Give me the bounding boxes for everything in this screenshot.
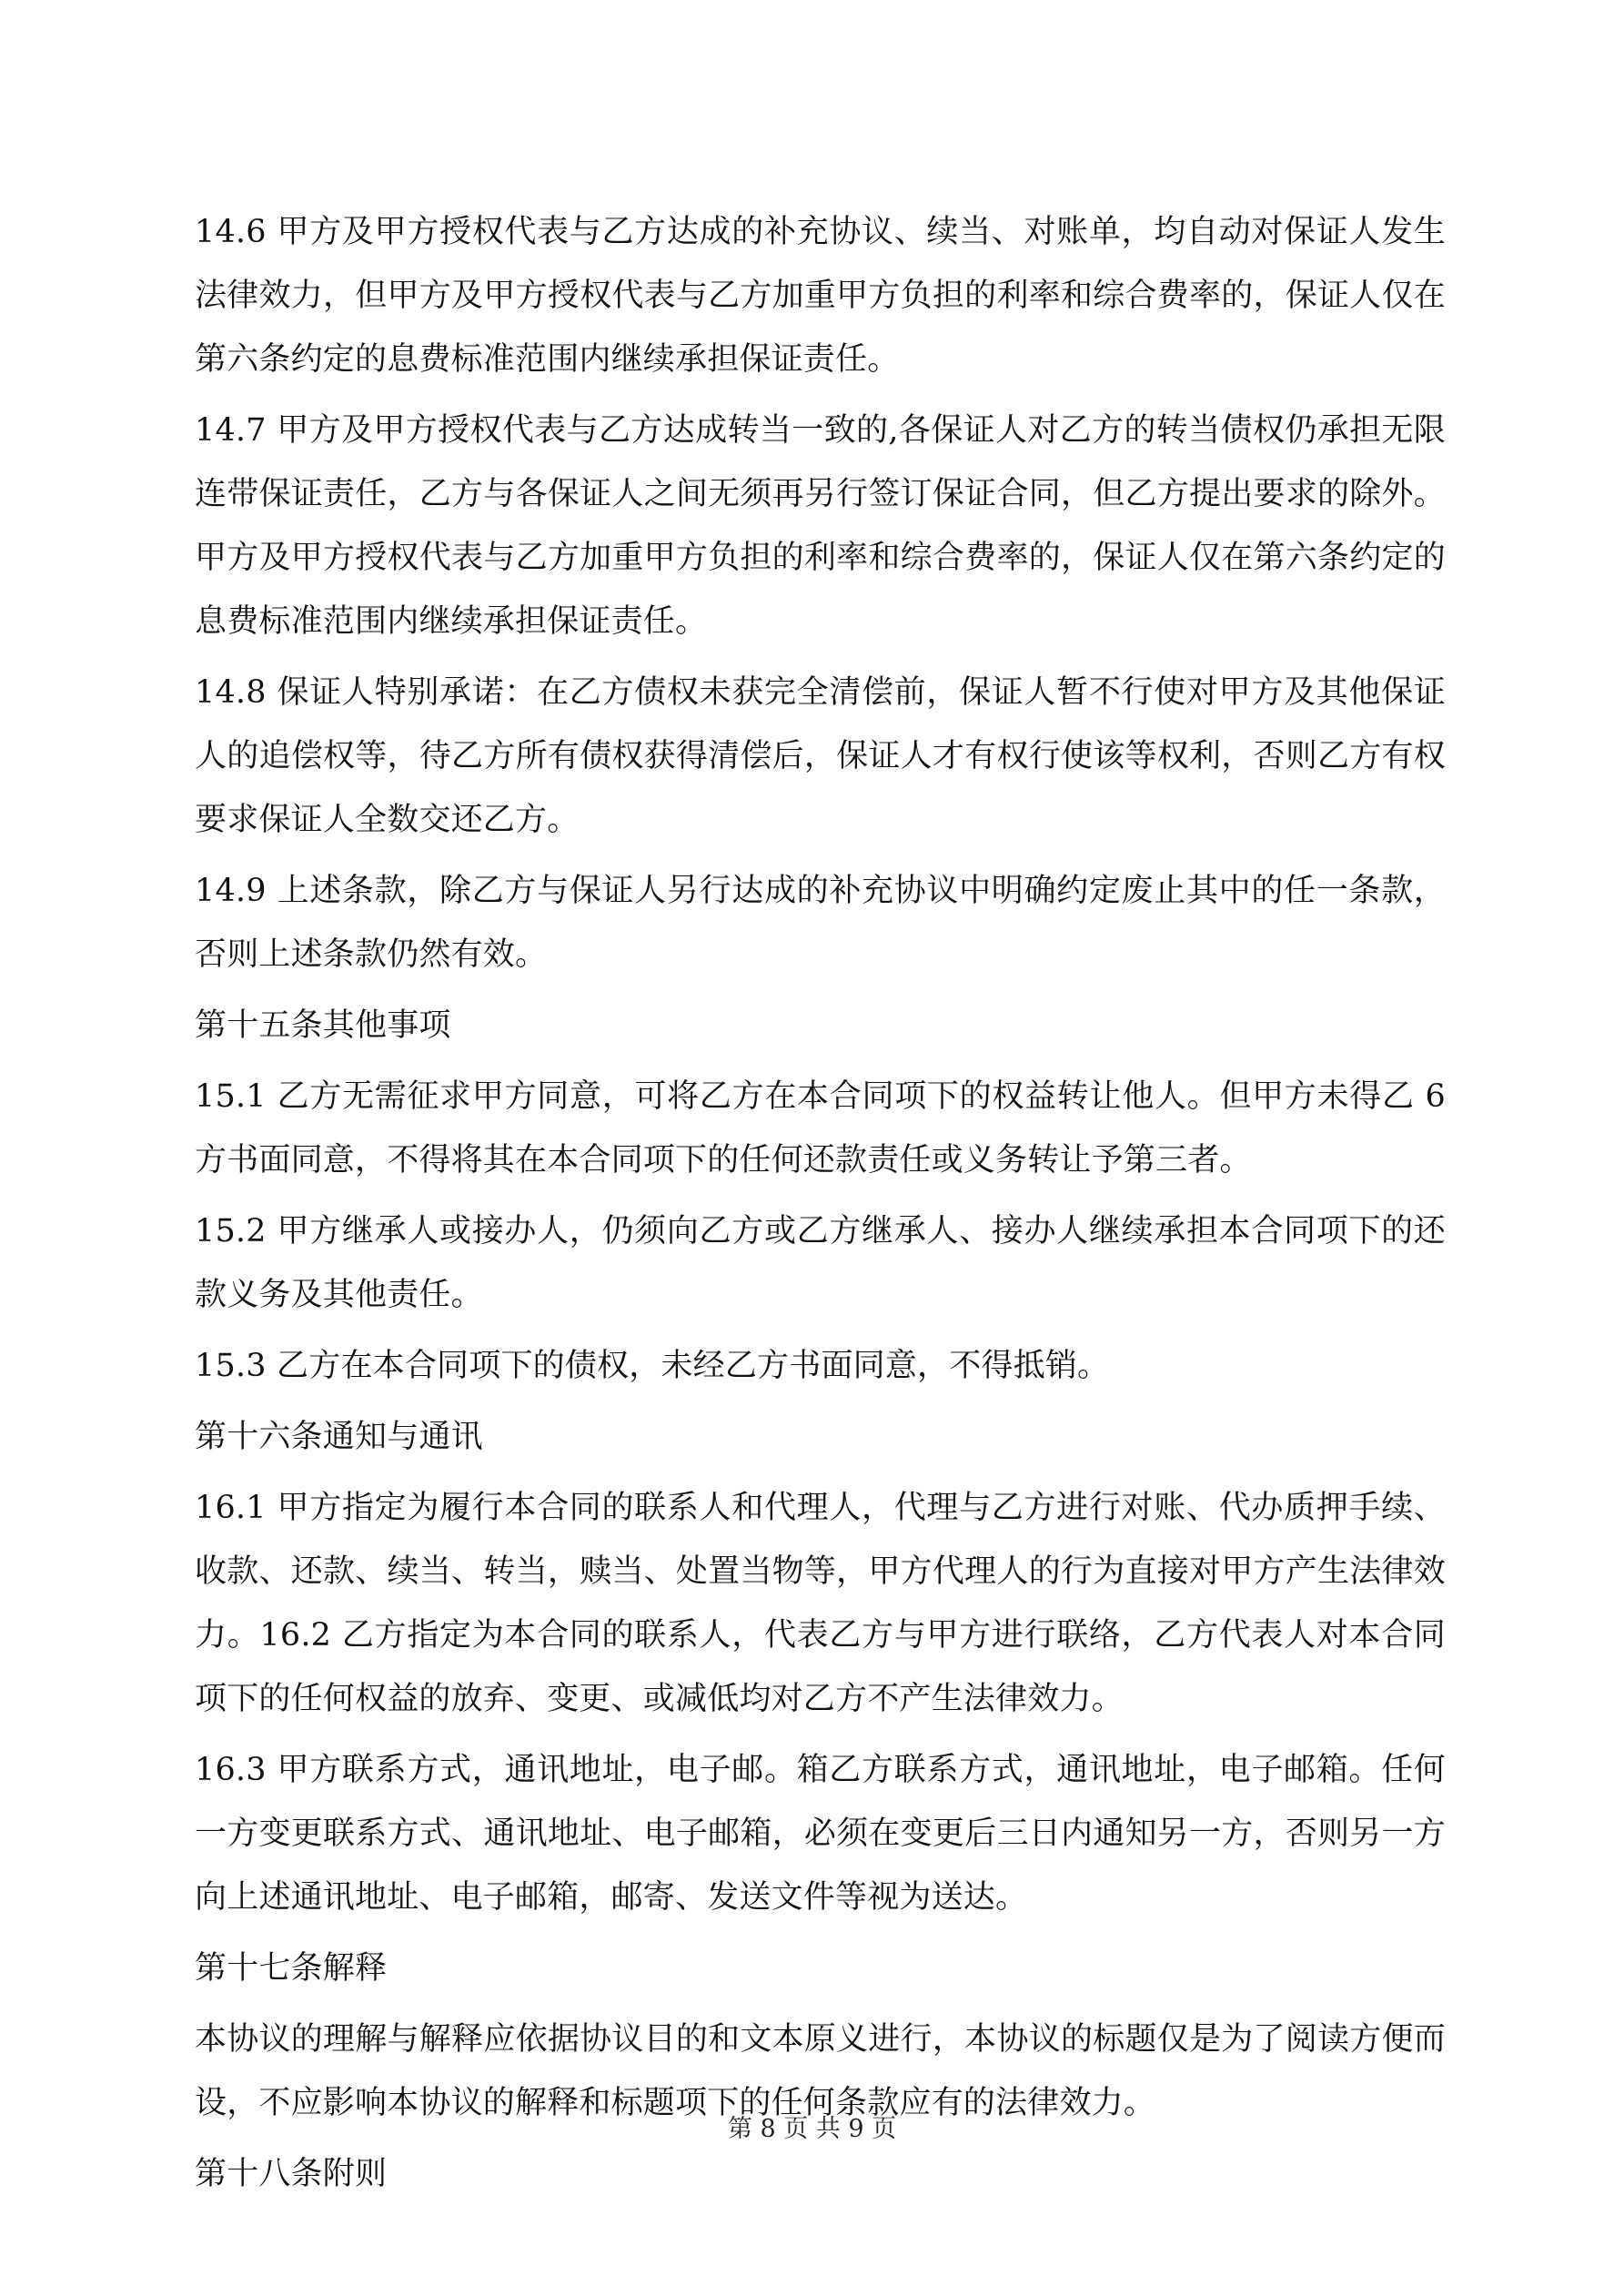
article-17-body: 本协议的理解与解释应依据协议目的和文本原义进行，本协议的标题仅是为了阅读方便而设，不应影响本协议的解释和标题项下的任何条款应有的法律效力。: [195, 2021, 1446, 2121]
clause-14-8: 14.8 保证人特别承诺：在乙方债权未获完全清偿前，保证人暂不行使对甲方及其他保证人的追偿权等，待乙方所有债权获得清偿后，保证人才有权行使该等权利，否则乙方有权要求保证人全数交还乙方。: [195, 674, 1446, 838]
article-15-heading: 第十五条其他事项: [195, 1007, 451, 1044]
page-number-footer: 第 8 页 共 9 页: [727, 2115, 897, 2143]
article-16-heading: 第十六条通知与通讯: [195, 1419, 483, 1455]
clause-16-1-16-2: 16.1 甲方指定为履行本合同的联系人和代理人，代理与乙方进行对账、代办质押手续、收款、还款、续当、转当，赎当、处置当物等，甲方代理人的行为直接对甲方产生法律效力。16.2 乙方指定为本合同的联系人，代表乙方与甲方进行联络，乙方代表人对本合同项下的任何权益的放弃、变更、或减低均对乙方不产生法律效力。: [195, 1490, 1446, 1717]
clause-14-9: 14.9 上述条款，除乙方与保证人另行达成的补充协议中明确约定废止其中的任一条款，否则上述条款仍然有效。: [195, 873, 1446, 973]
clause-15-3: 15.3 乙方在本合同项下的债权，未经乙方书面同意，不得抵销。: [195, 1348, 1110, 1384]
clause-14-7: 14.7 甲方及甲方授权代表与乙方达成转当一致的,各保证人对乙方的转当债权仍承担无限连带保证责任，乙方与各保证人之间无须再另行签订保证合同，但乙方提出要求的除外。甲方及甲方授权代表与乙方加重甲方负担的利率和综合费率的，保证人仅在第六条约定的息费标准范围内继续承担保证责任。: [195, 412, 1446, 640]
clause-16-3: 16.3 甲方联系方式，通讯地址，电子邮。箱乙方联系方式，通讯地址，电子邮箱。任何一方变更联系方式、通讯地址、电子邮箱，必须在变更后三日内通知另一方，否则另一方向上述通讯地址、电子邮箱，邮寄、发送文件等视为送达。: [195, 1752, 1446, 1916]
clause-15-1: 15.1 乙方无需征求甲方同意，可将乙方在本合同项下的权益转让他人。但甲方未得乙 6方书面同意，不得将其在本合同项下的任何还款责任或义务转让予第三者。: [195, 1078, 1446, 1178]
document-body: [195, 200, 1446, 2213]
article-18-heading: 第十八条附则: [195, 2156, 388, 2192]
clause-15-2: 15.2 甲方继承人或接办人，仍须向乙方或乙方继承人、接办人继续承担本合同项下的还款义务及其他责任。: [195, 1213, 1446, 1313]
article-17-heading: 第十七条解释: [195, 1950, 388, 1987]
clause-14-6: 14.6 甲方及甲方授权代表与乙方达成的补充协议、续当、对账单，均自动对保证人发生法律效力，但甲方及甲方授权代表与乙方加重甲方负担的利率和综合费率的，保证人仅在第六条约定的息费标准范围内继续承担保证责任。: [195, 214, 1446, 378]
